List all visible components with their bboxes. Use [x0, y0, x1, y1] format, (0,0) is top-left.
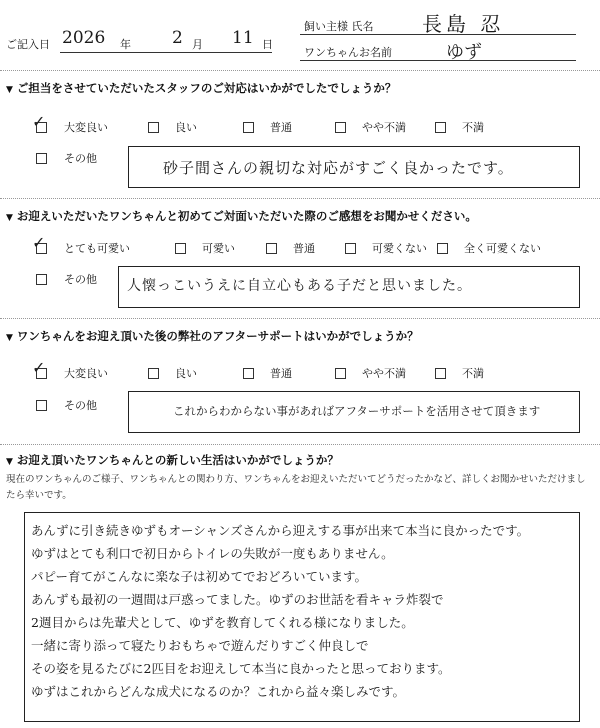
date-underline: [60, 52, 272, 53]
owner-underline: [300, 34, 576, 35]
divider-1: [0, 70, 600, 71]
checkmark-icon: ✓: [32, 358, 46, 377]
q1-checkbox-2[interactable]: [148, 122, 159, 133]
q2-checkbox-3[interactable]: [266, 243, 277, 254]
q4-answer-text: [31, 519, 529, 703]
q3-option-4: やや不満: [362, 367, 406, 380]
date-year: 2026: [62, 28, 106, 48]
owner-label: 飼い主様 氏名: [304, 20, 374, 33]
q2-checkbox-4[interactable]: [345, 243, 356, 254]
q2-title: ▼ お迎えいただいたワンちゃんと初めてご対面いただいた際のご感想をお聞かせください。: [6, 209, 477, 223]
q1-other-text: 砂子間さんの親切な対応がすごく良かったです。: [163, 159, 514, 177]
q1-option-2: 良い: [175, 121, 197, 134]
date-label: ご記入日: [6, 38, 50, 51]
q2-option-2: 可愛い: [202, 242, 235, 255]
month-unit: 月: [192, 38, 203, 51]
divider-2: [0, 198, 600, 199]
q1-checkbox-4[interactable]: [335, 122, 346, 133]
q1-other-checkbox[interactable]: [36, 153, 47, 164]
q2-checkbox-2[interactable]: [175, 243, 186, 254]
answer-line: 2週目からは先輩犬として、ゆずを教育してくれる様になりました。: [31, 615, 414, 630]
dog-underline: [300, 60, 576, 61]
q4-answer-box[interactable]: [24, 512, 580, 722]
q2-other-checkbox[interactable]: [36, 274, 47, 285]
dog-name: ゆず: [446, 42, 482, 63]
q3-other-checkbox[interactable]: [36, 400, 47, 411]
q2-other-box[interactable]: [118, 266, 580, 308]
date-day: 11: [232, 28, 254, 48]
q4-description: 現在のワンちゃんのご様子、ワンちゃんとの関わり方、ワンちゃんをお迎えいただいてどうだったかなど、詳しくお聞かせいただけましたら幸いです。: [6, 474, 586, 501]
divider-4: [0, 444, 600, 445]
q3-option-1: 大変良い: [64, 367, 108, 380]
q1-checkbox-5[interactable]: [435, 122, 446, 133]
q1-option-1: 大変良い: [64, 121, 108, 134]
q3-option-3: 普通: [270, 367, 292, 380]
q2-option-1: とても可愛い: [64, 242, 130, 255]
q3-checkbox-3[interactable]: [243, 368, 254, 379]
owner-name: 長島 忍: [422, 12, 505, 36]
dog-label: ワンちゃんお名前: [304, 46, 392, 59]
date-month: 2: [172, 28, 183, 48]
answer-line: あんずに引き続きゆずもオーシャンズさんから迎えする事が出来て本当に良かったです。: [31, 523, 530, 538]
q2-other-text: 人懐っこいうえに自立心もある子だと思いました。: [127, 278, 472, 294]
divider-3: [0, 318, 600, 319]
q2-checkbox-5[interactable]: [437, 243, 448, 254]
q3-checkbox-5[interactable]: [435, 368, 446, 379]
q2-option-4: 可愛くない: [372, 242, 427, 255]
checkmark-icon: ✓: [32, 233, 46, 252]
q4-title: ▼ お迎え頂いたワンちゃんとの新しい生活はいかがでしょうか？: [6, 453, 339, 467]
checkmark-icon: ✓: [32, 112, 46, 131]
q3-other-box[interactable]: [128, 391, 580, 433]
q3-title: ▼ ワンちゃんをお迎え頂いた後の弊社のアフターサポートはいかがでしょうか？: [6, 329, 419, 343]
day-unit: 日: [262, 38, 273, 51]
q3-option-5: 不満: [462, 367, 484, 380]
q2-other-label: その他: [64, 273, 97, 286]
q1-option-3: 普通: [270, 121, 292, 134]
answer-line: ゆずはとても利口で初日からトイレの失敗が一度もありません。: [31, 546, 394, 561]
q3-option-2: 良い: [175, 367, 197, 380]
q3-checkbox-4[interactable]: [335, 368, 346, 379]
answer-line: あんずも最初の一週間は戸惑ってました。ゆずのお世話を看キャラ炸裂で: [31, 592, 444, 607]
q3-other-text: これからわからない事があればアフターサポートを活用させて頂きます: [173, 404, 541, 418]
answer-line: 一緒に寄り添って寝たりおもちゃで遊んだりすごく仲良しで: [31, 638, 369, 653]
year-unit: 年: [120, 38, 131, 51]
answer-line: パピー育てがこんなに楽な子は初めてでおどろいています。: [31, 569, 368, 584]
q1-option-5: 不満: [462, 121, 484, 134]
q1-other-label: その他: [64, 152, 97, 165]
q1-option-4: やや不満: [362, 121, 406, 134]
q2-option-5: 全く可愛くない: [464, 242, 541, 255]
answer-line: ゆずはこれからどんな成犬になるのか？これから益々楽しみです。: [31, 684, 406, 699]
q3-checkbox-2[interactable]: [148, 368, 159, 379]
q1-other-box[interactable]: [128, 146, 580, 188]
answer-line: その姿を見るたびに2匹目をお迎えして本当に良かったと思っております。: [31, 661, 451, 676]
q3-other-label: その他: [64, 399, 97, 412]
q1-checkbox-3[interactable]: [243, 122, 254, 133]
q1-title: ▼ ご担当をさせていただいたスタッフのご対応はいかがでしたでしょうか？: [6, 81, 397, 95]
q2-option-3: 普通: [293, 242, 315, 255]
